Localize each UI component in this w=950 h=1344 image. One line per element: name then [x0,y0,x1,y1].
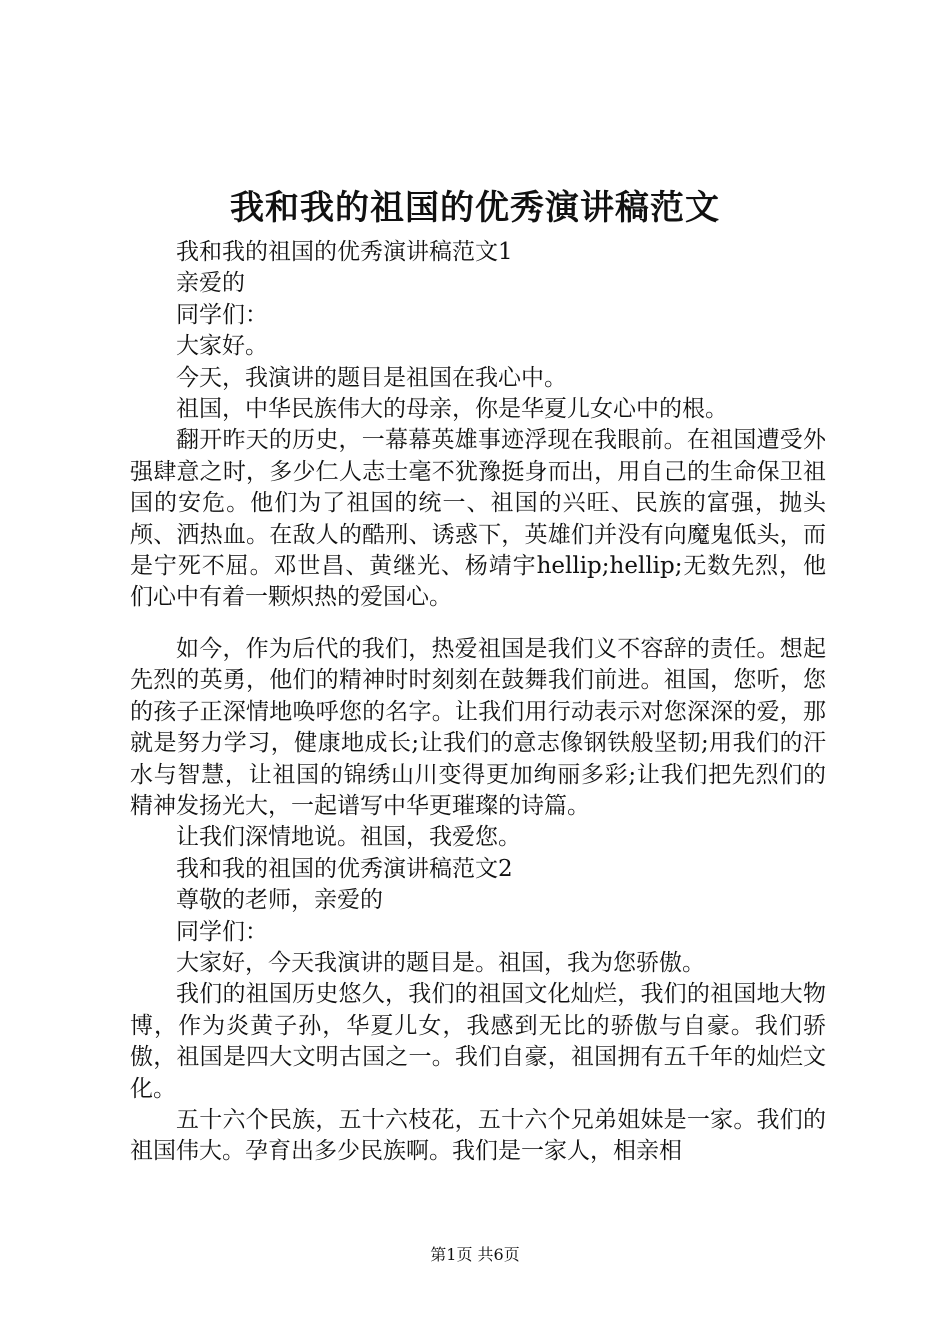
paragraph: 今天，我演讲的题目是祖国在我心中。 [176,364,567,391]
paragraph: 大家好，今天我演讲的题目是。祖国，我为您骄傲。 [176,949,705,976]
paragraph: 大家好。 [176,333,268,360]
paragraph: 翻开昨天的历史，一幕幕英雄事迹浮现在我眼前。在祖国遭受外强肆意之时，多少仁人志士毫不犹豫挺身而出，用自己的生命保卫祖国的安危。他们为了祖国的统一、祖国的兴旺、民族的富强，抛头颅、洒热血。在敌人的酷刑、诱惑下，英雄们并没有向魔鬼低头，而是宁死不屈。邓世昌、黄继光、杨靖宇hellip;hellip;无数先烈，他们心中有着一颗炽热的爱国心。 [130,427,826,611]
paragraph: 五十六个民族，五十六枝花，五十六个兄弟姐妹是一家。我们的祖国伟大。孕育出多少民族啊。我们是一家人，相亲相 [130,1106,826,1165]
paragraph: 同学们： [176,301,268,328]
paragraph: 我们的祖国历史悠久，我们的祖国文化灿烂，我们的祖国地大物博，作为炎黄子孙，华夏儿女，我感到无比的骄傲与自豪。我们骄傲，祖国是四大文明古国之一。我们自豪，祖国拥有五千年的灿烂文化。 [130,981,826,1102]
paragraph: 如今，作为后代的我们，热爱祖国是我们义不容辞的责任。想起先烈的英勇，他们的精神时时刻刻在鼓舞我们前进。祖国，您听，您的孩子正深情地唤呼您的名字。让我们用行动表示对您深深的爱，那就是努力学习，健康地成长;让我们的意志像钢铁般坚韧;用我们的汗水与智慧，让祖国的锦绣山川变得更加绚丽多彩;让我们把先烈们的精神发扬光大，一起谱写中华更璀璨的诗篇。 [130,635,826,819]
paragraph: 尊敬的老师，亲爱的 [176,887,383,914]
paragraph: 祖国，中华民族伟大的母亲，你是华夏儿女心中的根。 [176,396,728,423]
document-body [130,237,826,1168]
paragraph: 亲爱的 [176,270,245,297]
section-heading-1: 我和我的祖国的优秀演讲稿范文1 [176,239,513,265]
document-title: 我和我的祖国的优秀演讲稿范文 [230,188,720,228]
page-footer: 第1页 共6页 [430,1245,520,1264]
paragraph: 同学们： [176,918,268,945]
section-heading-2: 我和我的祖国的优秀演讲稿范文2 [176,855,513,882]
paragraph: 让我们深情地说。祖国，我爱您。 [176,824,521,851]
